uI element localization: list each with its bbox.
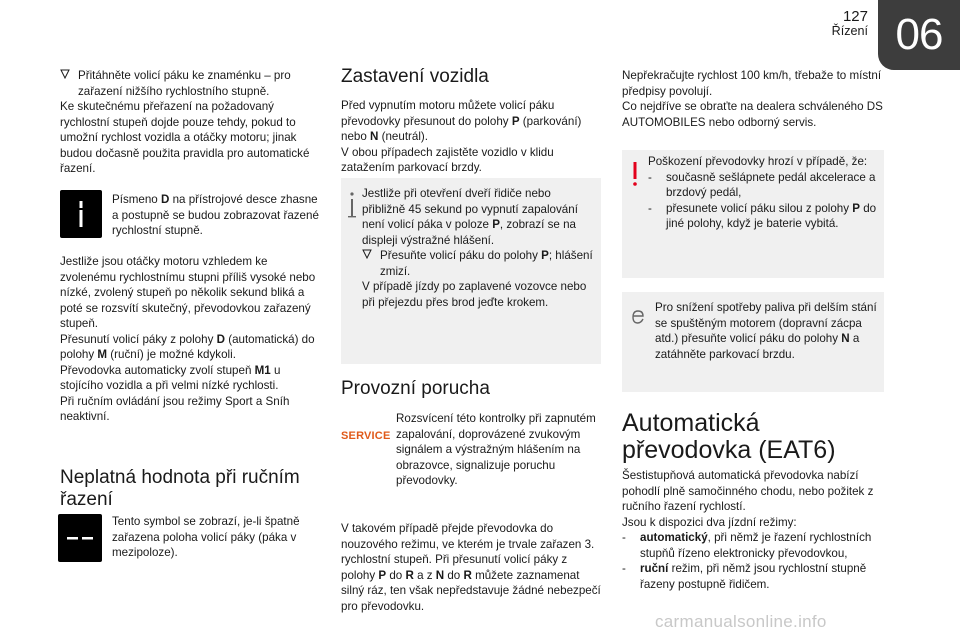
bullet-item — [60, 68, 322, 99]
bullet-text: ruční režim, při němž jsou rychlostní stupně řazeny postupně řidičem. — [640, 562, 867, 591]
col2-intro — [341, 98, 603, 176]
gear-indicator-icon — [60, 190, 102, 238]
text-run: Písmeno — [112, 193, 161, 206]
invalid-position-icon — [58, 514, 102, 562]
arrow-bullet-icon — [60, 68, 78, 99]
col3-body — [622, 468, 884, 592]
text-run: na přístrojové desce zhasne a postupně se budou zobrazovat řazené rychlostní stupně. — [112, 193, 319, 237]
paragraph: Jestliže při otevření dveří řidiče nebo přibližně 45 sekund po vypnutí zapalování není volicí páka v poloze P, zobrazí se na displeji výstražné hlášení. — [362, 187, 578, 247]
bullet-item — [622, 561, 884, 592]
col3-intro — [622, 68, 884, 130]
dash-bullet: - — [648, 170, 652, 184]
heading-invalid-value: Neplatná hodnota při ručním řazení — [60, 467, 300, 510]
col1-intro — [60, 68, 322, 177]
eco-box-content — [655, 300, 881, 362]
service-label: SERVICE — [341, 430, 391, 442]
arrow-bullet-icon — [362, 248, 380, 279]
paragraph: Jestliže jsou otáčky motoru vzhledem ke zvolenému rychlostnímu stupni příliš vysoké nebo nízké, zvolený stupeň po několik sekund bliká a poté se rozsvítí skutečný, převodovkou zařazený stupeň. — [60, 255, 316, 330]
paragraph: V případě jízdy po zaplavené vozovce nebo při přejezdu přes brod jeďte krokem. — [362, 280, 587, 309]
heading-stopping: Zastavení vozidla — [341, 66, 489, 87]
paragraph: Ke skutečnému přeřazení na požadovaný rychlostní stupeň dojde pouze tehdy, pokud to umožní rychlost vozidla a otáčky motoru; jinak budou dočasně použita pravidla pro automatické řazení. — [60, 100, 310, 175]
col2-emergency-mode — [341, 521, 603, 614]
paragraph: Převodovka automaticky zvolí stupeň M1 u stojícího vozidla a při velmi nízké rychlosti. — [60, 363, 281, 392]
bullet-text: současně sešlápnete pedál akcelerace a brzdový pedál, — [666, 170, 876, 199]
dash-bullet: - — [622, 531, 626, 544]
bullet-item — [622, 530, 884, 561]
icon2-description: Tento symbol se zobrazí, je-li špatně zařazena poloha volicí páky (páka v mezipoloze). — [112, 515, 300, 559]
paragraph: Při ručním ovládání jsou režimy Sport a Sníh neaktivní. — [60, 394, 290, 423]
paragraph: Před vypnutím motoru můžete volicí páku převodovky přesunout do polohy P (parkování) nebo N (neutrál). — [341, 99, 582, 143]
bullet-text: přesunete volicí páku silou z polohy P do jiné polohy, když je baterie vybitá. — [666, 201, 877, 230]
chapter-number: 06 — [895, 10, 943, 59]
paragraph: Co nejdříve se obraťte na dealera schváleného DS AUTOMOBILES nebo odborný servis. — [622, 100, 883, 129]
bullet-item — [648, 170, 878, 201]
bullet-text: Přesuňte volicí páku do polohy P; hlášení zmizí. — [380, 249, 593, 278]
chapter-badge — [878, 0, 960, 70]
icon1-description — [112, 192, 322, 239]
vertical-bar-icon — [76, 199, 86, 229]
text-run-bold: D — [160, 193, 170, 206]
paragraph: Pro snížení spotřeby paliva při delším stání se spuštěným motorem (dopravní zácpa atd.) přesuňte volicí páku do polohy N a zatáhněte parkovací brzdu. — [655, 301, 877, 361]
dash-bullet: - — [622, 562, 626, 575]
page-number: 127 — [842, 8, 868, 25]
paragraph: V takovém případě přejde převodovka do nouzového režimu, ve kterém je trvale zařazen 3. rychlostní stupeň. Při přesunutí volicí páky z polohy P do R a z N do R můžete zaznamenat silný ráz, ten však nepředstavuje žádné nebezpečí pro převodovku. — [341, 522, 601, 613]
bullet-text: automatický, při němž je řazení rychlostních stupňů řízeno elektronicky převodovkou, — [640, 531, 872, 560]
service-description: Rozsvícení této kontrolky při zapnutém zapalování, doprovázené zvukovým signálem a výstražným hlášením na obrazovce, signalizuje poruchu převodovky. — [396, 412, 596, 487]
heading-malfunction: Provozní porucha — [341, 378, 490, 399]
heading-automatic-gearbox: Automatická převodovka (EAT6) — [622, 409, 836, 464]
service-warning-icon — [341, 426, 391, 442]
dash-bullet: - — [648, 201, 652, 215]
eco-tip-icon — [630, 306, 646, 326]
double-dash-icon — [66, 534, 94, 542]
info-icon — [345, 190, 359, 220]
bullet-text: Přitáhněte volicí páku ke znaménku – pro zařazení nižšího rychlostního stupně. — [78, 69, 291, 98]
paragraph: V obou případech zajistěte vozidlo v klidu zatažením parkovací brzdy. — [341, 145, 554, 174]
col1-body — [60, 254, 322, 425]
paragraph: Šestistupňová automatická převodovka nabízí pohodlí plně samočinného chodu, nebo požitek z ručního řazení rychlostí. — [622, 469, 874, 513]
paragraph: Nepřekračujte rychlost 100 km/h, třebaže to místní předpisy povolují. — [622, 69, 882, 98]
paragraph: Poškození převodovky hrozí v případě, že: — [648, 155, 868, 168]
paragraph: Přesunutí volicí páky z polohy D (automatická) do polohy M (ruční) je možné kdykoli. — [60, 332, 315, 361]
watermark: carmanualsonline.info — [655, 612, 827, 631]
warning-box-content — [648, 154, 878, 232]
paragraph: Jsou k dispozici dva jízdní režimy: — [622, 515, 797, 529]
warning-icon — [629, 160, 641, 188]
info-box-content — [362, 186, 594, 310]
bullet-item — [362, 248, 594, 279]
section-title: Řízení — [831, 24, 868, 38]
bullet-item — [648, 201, 878, 232]
